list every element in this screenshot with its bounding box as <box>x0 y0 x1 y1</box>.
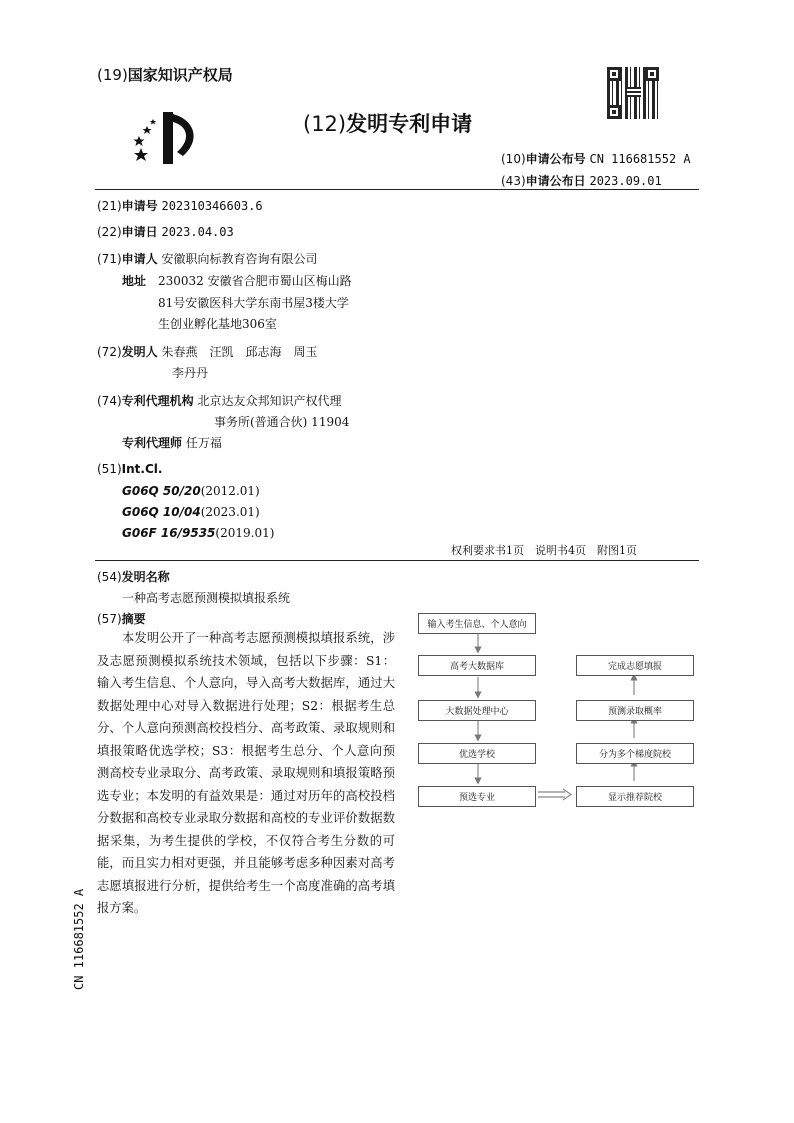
address-label: 地址 <box>122 274 147 288</box>
doc-type-code: (12) <box>303 112 347 136</box>
flow-step-select-major: 预选专业 <box>418 786 536 807</box>
pub-date-label: 申请公布日 <box>525 174 586 188</box>
address-line-2: 81号安徽医科大学东南书屋3楼大学 <box>158 296 349 310</box>
ipc-class: G06Q 50/20 <box>122 484 201 498</box>
agency-code: (74) <box>97 394 122 408</box>
agent: 任万福 <box>185 436 222 450</box>
invention-title: 一种高考志愿预测模拟填报系统 <box>122 591 291 605</box>
agency-label: 专利代理机构 <box>121 394 194 408</box>
applicant: 安徽职向标教育咨询有限公司 <box>161 252 318 266</box>
pub-no-code: (10) <box>501 152 526 166</box>
pub-date: 2023.09.01 <box>589 174 662 188</box>
agency-line <box>97 392 342 409</box>
app-date-code: (22) <box>97 225 122 239</box>
header-divider <box>95 189 699 190</box>
pub-no-label: 申请公布号 <box>525 152 586 166</box>
office-line <box>97 64 233 85</box>
agent-line <box>122 434 222 451</box>
ipc-class: G06F 16/9535 <box>122 526 216 540</box>
app-number: 202310346603.6 <box>161 199 263 213</box>
flow-step-predict: 预测录取概率 <box>576 700 694 721</box>
flow-step-complete: 完成志愿填报 <box>576 655 694 676</box>
agency-1: 北京达友众邦知识产权代理 <box>197 394 342 408</box>
cnipa-logo <box>133 110 205 166</box>
ipc-class: G06Q 10/04 <box>122 505 201 519</box>
ipc-code: (51) <box>97 462 122 476</box>
inventors-1: 朱春燕 汪凯 邱志海 周玉 <box>161 345 318 359</box>
ipc-line <box>97 462 162 476</box>
doc-type: 发明专利申请 <box>346 112 473 136</box>
address-line-3: 生创业孵化基地306室 <box>158 317 277 331</box>
app-date-line <box>97 223 234 240</box>
abstract-code: (57) <box>97 612 122 626</box>
applicant-code: (71) <box>97 252 122 266</box>
flowchart <box>405 605 705 815</box>
abstract-heading <box>97 610 146 627</box>
pub-number: CN 116681552 A <box>589 152 691 166</box>
office-name: 国家知识产权局 <box>127 66 233 84</box>
abstract-label: 摘要 <box>121 612 146 626</box>
abstract-text: 本发明公开了一种高考志愿预测模拟填报系统，涉及志愿预测模拟系统技术领域，包括以下步骤：S1：输入考生信息、个人意向，导入高考大数据库，通过大数据处理中心对导入数据进行处理；S2：根据考生总分、个人意向预测高校投档分、高考政策、录取规则和填报策略优选学校；S3：根据考生总分、个人意向预测高校专业录取分、高考政策、录取规则和填报策略预选专业；本发明的有益效果是：通过对历年的高校投档分数据和高校专业录取分数据和高校的专业评价数据数据采集，为考生提供的学校，不仅符合考生分数的可能，而且实力相对更强，并且能够考虑多种因素对高考志愿填报进行分析，提供给考生一个高度准确的高考填报方案。 <box>97 631 395 915</box>
agent-label: 专利代理师 <box>122 436 183 450</box>
app-no-code: (21) <box>97 199 122 213</box>
ipc-version: (2019.01) <box>215 526 275 540</box>
app-date-label: 申请日 <box>121 225 158 239</box>
app-number-line <box>97 197 263 214</box>
flow-step-select-school: 优选学校 <box>418 743 536 764</box>
flow-step-processing: 大数据处理中心 <box>418 700 536 721</box>
ipc-version: (2023.01) <box>200 505 260 519</box>
ipc-entry-1 <box>122 484 260 498</box>
app-date: 2023.04.03 <box>161 225 234 239</box>
flow-step-recommend: 显示推荐院校 <box>576 786 694 807</box>
pub-date-line <box>501 172 662 189</box>
flow-step-gradient: 分为多个梯度院校 <box>576 743 694 764</box>
ipc-entry-3 <box>122 526 274 540</box>
pub-number-line <box>501 150 691 167</box>
title-code: (54) <box>97 570 122 584</box>
agency-2: 事务所(普通合伙) 11904 <box>214 415 350 429</box>
inventor-line <box>97 343 318 360</box>
qr-code <box>607 67 659 119</box>
app-no-label: 申请号 <box>121 199 158 213</box>
ipc-version: (2012.01) <box>200 484 260 498</box>
flow-step-database: 高考大数据库 <box>418 655 536 676</box>
biblio-divider <box>95 560 699 561</box>
office-code: (19) <box>97 66 128 84</box>
side-pub-number: CN 116681552 A <box>72 888 86 990</box>
inventor-label: 发明人 <box>121 345 158 359</box>
pub-date-code: (43) <box>501 174 526 188</box>
title-heading <box>97 568 170 585</box>
title-label: 发明名称 <box>121 570 170 584</box>
ipc-entry-2 <box>122 505 260 519</box>
flow-step-input: 输入考生信息、个人意向 <box>418 613 536 634</box>
inventors-2: 李丹丹 <box>172 366 209 380</box>
applicant-line <box>97 250 318 267</box>
address-line-1: 230032 安徽省合肥市蜀山区梅山路 <box>158 274 352 288</box>
doc-type-line <box>303 108 472 138</box>
page-counts: 权利要求书1页 说明书4页 附图1页 <box>451 544 637 557</box>
applicant-label: 申请人 <box>121 252 158 266</box>
inventor-code: (72) <box>97 345 122 359</box>
ipc-label: Int.Cl. <box>121 462 163 476</box>
